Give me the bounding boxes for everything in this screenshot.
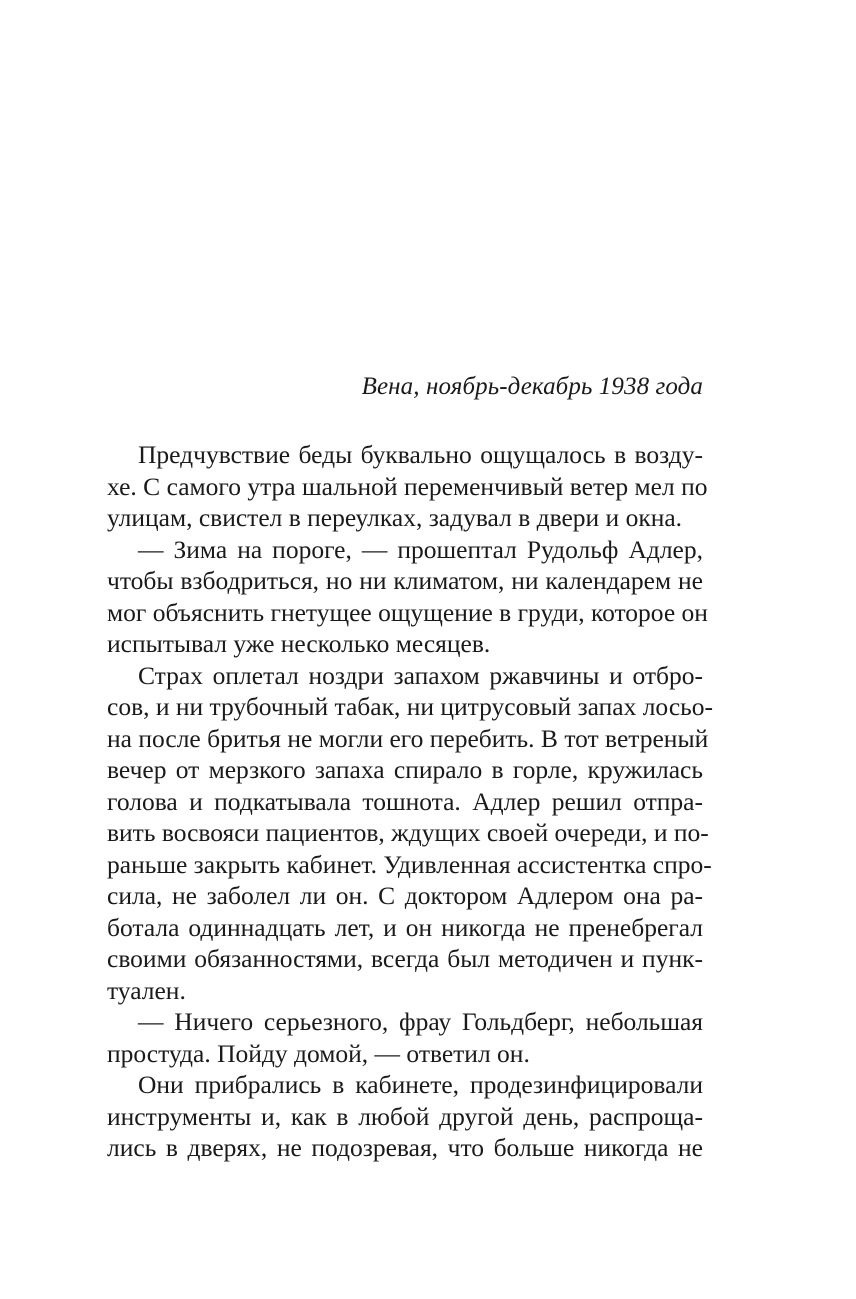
paragraph-2-dialogue (107, 534, 708, 660)
text-line: вечер от мерзкого запаха спирало в горле, кружилась (107, 755, 703, 784)
paragraph-3 (107, 660, 714, 1007)
text-line: ботала одиннадцать лет, и он никогда не пренебрегал (107, 912, 703, 942)
text-line: на после бритья не могли его перебить. В тот ветреный (107, 723, 709, 753)
text-line: хе. С самого утра шальной переменчивый ветер мел по (107, 471, 708, 501)
paragraph-1 (107, 439, 708, 534)
text-line: сов, и ни трубочный табак, ни цитрусовый запах лосьо- (107, 692, 714, 721)
text-line: — Зима на пороге, — прошептал Рудольф Адлер, (138, 534, 703, 564)
text-line: инструменты и, как в любой другой день, распроща- (107, 1101, 703, 1131)
text-line: туален. (107, 975, 186, 1005)
place-date-heading: Вена, ноябрь-декабрь 1938 года (361, 373, 703, 400)
paragraph-5 (107, 1069, 703, 1164)
paragraph-4-dialogue (107, 1006, 703, 1069)
text-line: простуда. Пойду домой, — ответил он. (107, 1038, 530, 1068)
text-line: голова и подкатывала тошнота. Адлер решил отпра- (107, 786, 703, 816)
text-line: раньше закрыть кабинет. Удивленная ассистентка спро- (107, 849, 712, 879)
text-line: чтобы взбодриться, но ни климатом, ни календарем не (107, 566, 703, 595)
page-text (107, 369, 714, 1164)
text-line: Страх оплетал ноздри запахом ржавчины и отбро- (138, 660, 703, 690)
text-line: своими обязанностями, всегда был методичен и пунк- (107, 944, 703, 973)
text-line: Предчувствие беды буквально ощущалось в возду- (138, 440, 703, 469)
text-line: Они прибрались в кабинете, продезинфицировали (138, 1070, 703, 1099)
text-line: улицам, свистел в переулках, задувал в двери и окна. (107, 503, 683, 532)
text-line: вить восвояси пациентов, ждущих своей очереди, и по- (107, 818, 709, 847)
text-line: лись в дверях, не подозревая, что больше никогда не (107, 1133, 703, 1162)
text-line: испытывал уже несколько месяцев. (107, 629, 491, 658)
text-line: — Ничего серьезного, фрау Гольдберг, небольшая (138, 1007, 703, 1036)
text-line: сила, не заболел ли он. С доктором Адлером она ра- (107, 881, 703, 910)
text-line: мог объяснить гнетущее ощущение в груди, которое он (107, 597, 708, 627)
